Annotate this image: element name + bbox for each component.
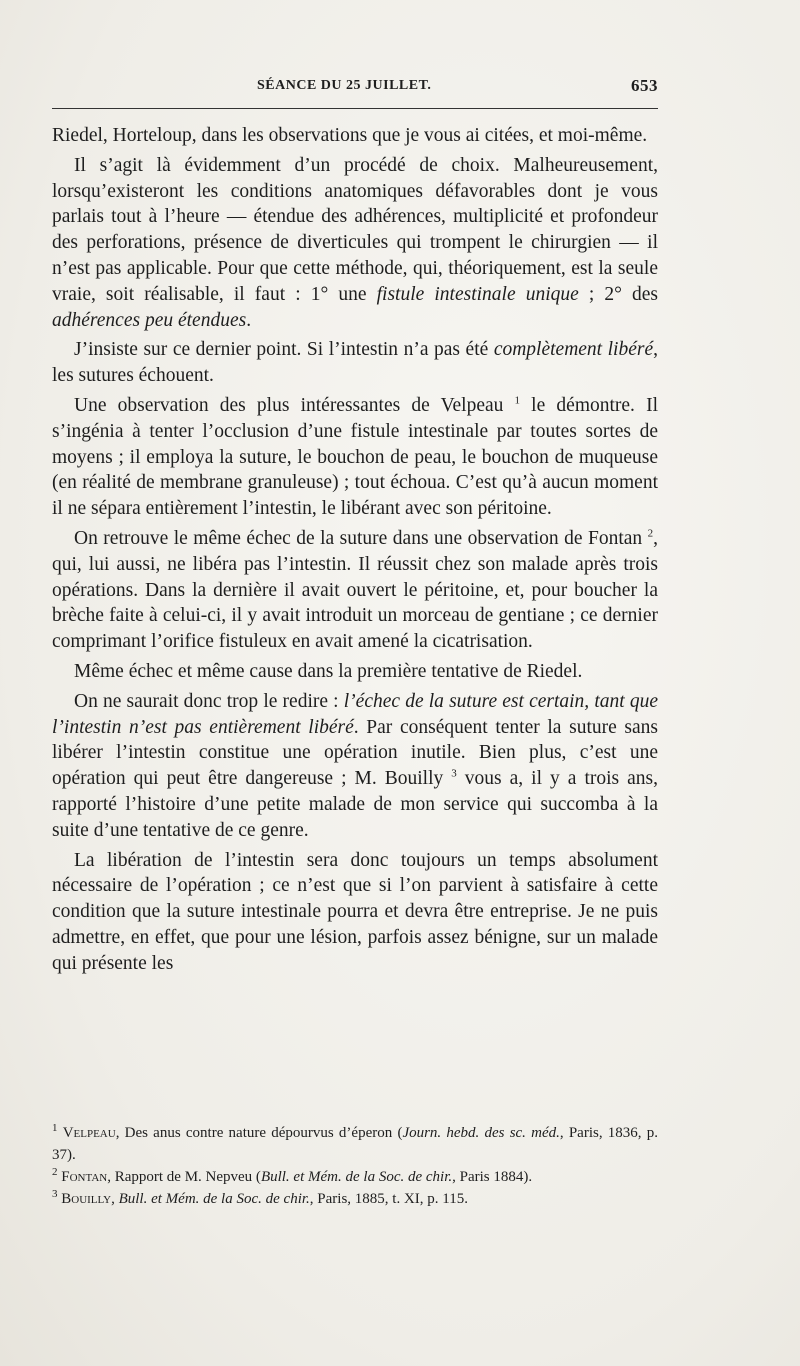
emphasis: complètement libéré bbox=[493, 339, 654, 361]
footnote-number: 3 bbox=[52, 1188, 58, 1200]
page-number: 653 bbox=[631, 76, 658, 95]
paragraph-2: Il s’agit là évidemment d’un procédé de choix. Malheureusement, lorsqu’existeront les conditions anatomiques défavorables dont je vous parlais tout à l’heure — étendue des adhérences, multiplicité et profondeur des perforations, présence de diverticules qui trompent le chirurgien — il n’est pas applicable. Pour que cette méthode, qui, théoriquement, est la seule vraie, soit réalisable, il faut : 1° une fistule intestinale unique ; 2° des adhérences peu étendues. bbox=[52, 154, 658, 331]
paragraph-4: Une observation des plus intéressantes de Velpeau $^1$ le démontre. Il s’ingénia à tenter l’occlusion d’une fistule intestinale par toutes sortes de moyens ; il employa la suture, le bouchon de peau, le bouchon de muqueuse (en réalité de membrane granuleuse) ; tout échoua. C’est qu’à aucun moment il ne sépara entièrement l’intestin, le libérant avec son péritoine. bbox=[52, 394, 658, 520]
footnote-ref: 2 bbox=[647, 527, 654, 540]
paragraph-8: La libération de l’intestin sera donc toujours un temps absolument nécessaire de l’opération ; ce n’est que si l’on parvient à satisfaire à cette condition que la suture intestinale pourra et devra être entreprise. Je ne puis admettre, en effet, que pour une lésion, parfois assez bénigne, sur un malade qui présente les bbox=[52, 849, 658, 974]
emphasis: adhérences peu étendues bbox=[52, 309, 247, 331]
paragraph-1: Riedel, Horteloup, dans les observations que je vous ai citées, et moi-même. bbox=[52, 125, 648, 146]
journal-title: Bull. et Mém. de la Soc. de chir. bbox=[118, 1191, 310, 1207]
journal-title: Bull. et Mém. de la Soc. de chir. bbox=[260, 1169, 453, 1185]
footnote-1: $^1$ Velpeau, Des anus contre nature dépourvus d’éperon (Journ. hebd. des sc. méd., Paris, 1836, p. 37). bbox=[52, 1122, 658, 1163]
footnote-number: 2 bbox=[52, 1166, 58, 1178]
body-text bbox=[52, 123, 658, 977]
emphasis: l’échec de la suture est certain, tant que l’intestin n’est pas entièrement libéré bbox=[52, 690, 658, 738]
author-name: Bouilly bbox=[61, 1191, 112, 1207]
author-name: Fontan bbox=[61, 1169, 108, 1185]
footnote-2: $^2$ Fontan, Rapport de M. Nepveu (Bull. et Mém. de la Soc. de chir., Paris 1884). bbox=[52, 1166, 533, 1185]
paragraph-7: On ne saurait donc trop le redire : l’échec de la suture est certain, tant que l’intestin n’est pas entièrement libéré. Par conséquent tenter la suture sans libérer l’intestin constitue une opération inutile. Bien plus, c’est une opération qui peut être dangereuse ; M. Bouilly $^3$ vous a, il y a trois ans, rapporté l’histoire d’une petite malade de mon service qui succomba à la suite d’une tentative de ce genre. bbox=[52, 690, 659, 841]
footnotes bbox=[52, 1122, 658, 1210]
footnote-ref: 1 bbox=[514, 394, 521, 407]
footnote-number: 1 bbox=[52, 1122, 58, 1134]
running-title: SÉANCE DU 25 JUILLET. bbox=[257, 78, 432, 93]
journal-title: Journ. hebd. des sc. méd. bbox=[402, 1125, 560, 1141]
paragraph-6: Même échec et même cause dans la première tentative de Riedel. bbox=[74, 660, 583, 682]
paragraph-3: J’insiste sur ce dernier point. Si l’intestin n’a pas été complètement libéré, les sutures échouent. bbox=[52, 339, 658, 387]
header-rule bbox=[52, 108, 658, 109]
footnote-ref: 3 bbox=[451, 767, 457, 780]
paragraph-5: On retrouve le même échec de la suture dans une observation de Fontan $^2$, qui, lui aussi, ne libéra pas l’intestin. Il réussit chez son malade après trois opérations. Dans la dernière il avait ouvert le péritoine, et, pour boucher la brèche faite à celui-ci, il y avait introduit un morceau de gentiane ; ce dernier comprimant l’orifice fistuleux en avait amené la cicatrisation. bbox=[52, 527, 658, 653]
author-name: Velpeau bbox=[62, 1125, 116, 1141]
footnote-3: $^3$ Bouilly, Bull. et Mém. de la Soc. de chir., Paris, 1885, t. XI, p. 115. bbox=[52, 1188, 468, 1207]
emphasis: fistule intestinale unique bbox=[376, 283, 579, 305]
running-header bbox=[52, 76, 658, 98]
